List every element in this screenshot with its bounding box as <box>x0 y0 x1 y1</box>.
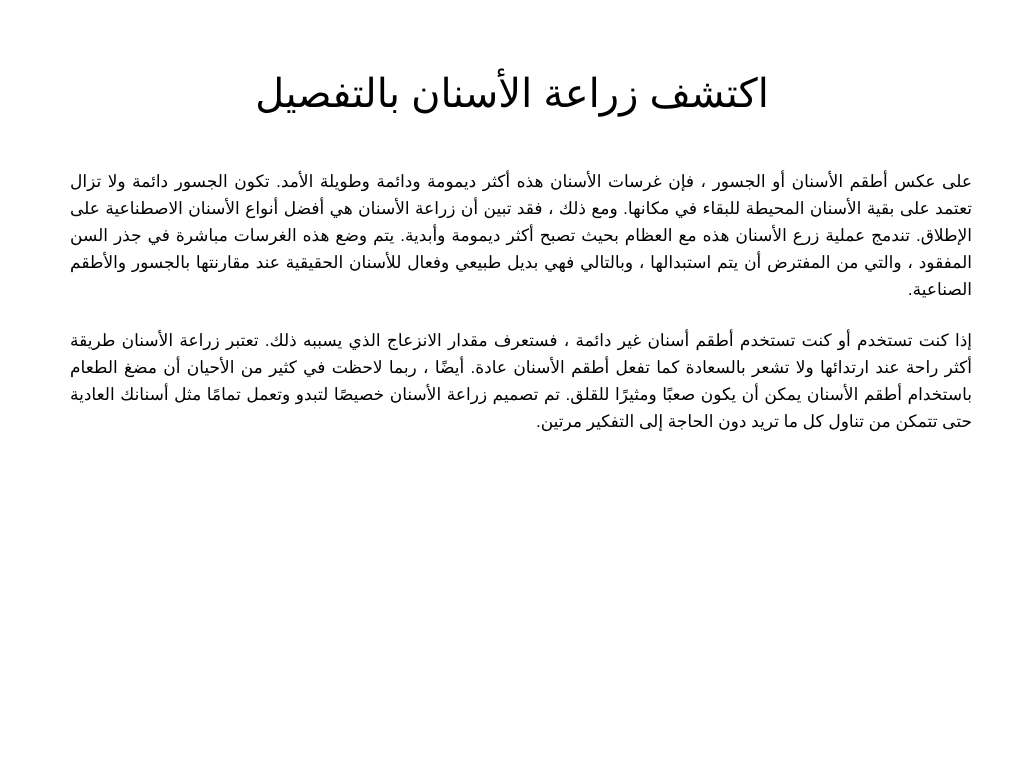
slide-body <box>70 168 972 459</box>
slide-title: اكتشف زراعة الأسنان بالتفصيل <box>255 72 769 116</box>
body-paragraph-2: إذا كنت تستخدم أو كنت تستخدم أطقم أسنان غير دائمة ، فستعرف مقدار الانزعاج الذي يسببه ذلك. تعتبر زراعة الأسنان طريقة أكثر راحة عند ارتدائها ولا تشعر بالسعادة كما تفعل أطقم الأسنان عادة. أيضًا ، ربما لاحظت في كثير من الأحيان أن مضغ الطعام باستخدام أطقم الأسنان يمكن أن يكون صعبًا ومثيرًا للقلق. تم تصميم زراعة الأسنان خصيصًا لتبدو وتعمل تمامًا مثل أسنانك العادية حتى تتمكن من تناول كل ما تريد دون الحاجة إلى التفكير مرتين. <box>70 331 972 431</box>
body-paragraph-1: على عكس أطقم الأسنان أو الجسور ، فإن غرسات الأسنان هذه أكثر ديمومة ودائمة وطويلة الأمد. تكون الجسور دائمة ولا تزال تعتمد على بقية الأسنان المحيطة للبقاء في مكانها. ومع ذلك ، فقد تبين أن زراعة الأسنان هي أفضل أنواع الأسنان الاصطناعية على الإطلاق. تندمج عملية زرع الأسنان هذه مع العظام بحيث تصبح أكثر ديمومة وأبدية. يتم وضع هذه الغرسات مباشرة في جذر السن المفقود ، والتي من المفترض أن يتم استبدالها ، وبالتالي فهي بديل طبيعي وفعال للأسنان الحقيقية عند مقارنتها بالجسور والأطقم الصناعية. <box>70 172 972 299</box>
